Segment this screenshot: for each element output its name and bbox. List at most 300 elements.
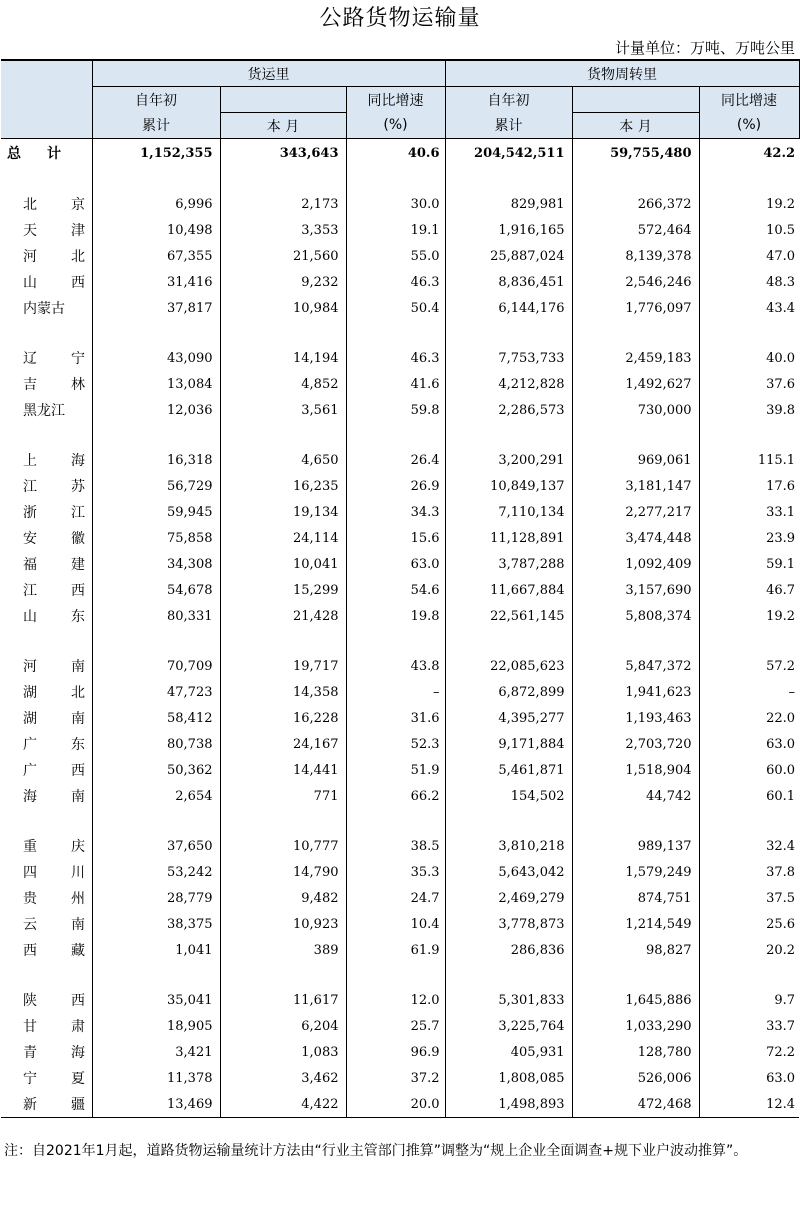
value-cell: 2,703,720	[572, 731, 699, 757]
table-row	[1, 499, 799, 525]
value-cell: 31,416	[92, 269, 220, 295]
region-name: 云南	[23, 917, 85, 933]
value-cell: 10.5	[699, 217, 799, 243]
table-row	[1, 653, 799, 679]
table-row	[1, 1039, 799, 1065]
value-cell: 18,905	[92, 1013, 220, 1039]
value-cell: 3,474,448	[572, 525, 699, 551]
value-cell: 37.5	[699, 885, 799, 911]
value-cell: 47,723	[92, 679, 220, 705]
value-cell: 989,137	[572, 833, 699, 859]
value-cell: 37.8	[699, 859, 799, 885]
value-cell: 46.3	[346, 269, 445, 295]
table-row	[1, 191, 799, 217]
value-cell: 25.6	[699, 911, 799, 937]
value-cell: 59,755,480	[572, 139, 699, 168]
value-cell: 16,228	[220, 705, 346, 731]
value-cell: 35.3	[346, 859, 445, 885]
value-cell: 405,931	[445, 1039, 572, 1065]
value-cell: 730,000	[572, 397, 699, 423]
value-cell: 59.1	[699, 551, 799, 577]
value-cell: 5,847,372	[572, 653, 699, 679]
value-cell: 1,083	[220, 1039, 346, 1065]
value-cell: 25,887,024	[445, 243, 572, 269]
value-cell: 53,242	[92, 859, 220, 885]
value-cell: 3,787,288	[445, 551, 572, 577]
value-cell: 46.3	[346, 345, 445, 371]
value-cell: 43.8	[346, 653, 445, 679]
value-cell: 11,617	[220, 987, 346, 1013]
table-row	[1, 731, 799, 757]
value-cell: 115.1	[699, 447, 799, 473]
region-name: 宁夏	[23, 1071, 85, 1087]
value-cell: 32.4	[699, 833, 799, 859]
table-row	[1, 885, 799, 911]
value-cell: 4,650	[220, 447, 346, 473]
value-cell: 46.7	[699, 577, 799, 603]
value-cell: 47.0	[699, 243, 799, 269]
region-cell	[1, 705, 92, 731]
table-body	[1, 139, 799, 1118]
table-row	[1, 295, 799, 321]
value-cell: 63.0	[699, 731, 799, 757]
table-row	[1, 551, 799, 577]
value-cell: 3,421	[92, 1039, 220, 1065]
value-cell: 1,776,097	[572, 295, 699, 321]
value-cell: 286,836	[445, 937, 572, 963]
value-cell: 2,173	[220, 191, 346, 217]
value-cell: 80,331	[92, 603, 220, 629]
value-cell: 21,560	[220, 243, 346, 269]
value-cell: 33.1	[699, 499, 799, 525]
value-cell: 15.6	[346, 525, 445, 551]
table-row	[1, 525, 799, 551]
value-cell: 204,542,511	[445, 139, 572, 168]
region-name: 内蒙古	[23, 301, 65, 317]
value-cell: 25.7	[346, 1013, 445, 1039]
value-cell: 3,353	[220, 217, 346, 243]
region-name: 福建	[23, 557, 85, 573]
region-cell	[1, 859, 92, 885]
value-cell: 20.0	[346, 1091, 445, 1118]
value-cell: 43,090	[92, 345, 220, 371]
value-cell: 59.8	[346, 397, 445, 423]
value-cell: 11,128,891	[445, 525, 572, 551]
value-cell: 51.9	[346, 757, 445, 783]
value-cell: 3,778,873	[445, 911, 572, 937]
value-cell: 98,827	[572, 937, 699, 963]
header-yoy-1: 同比增速	[346, 87, 445, 113]
value-cell: 12.4	[699, 1091, 799, 1118]
value-cell: 6,872,899	[445, 679, 572, 705]
value-cell: 22,085,623	[445, 653, 572, 679]
region-cell	[1, 371, 92, 397]
table-row	[1, 243, 799, 269]
table-row	[1, 911, 799, 937]
value-cell: 154,502	[445, 783, 572, 809]
value-cell: 2,459,183	[572, 345, 699, 371]
value-cell: 4,212,828	[445, 371, 572, 397]
value-cell: 24.7	[346, 885, 445, 911]
value-cell: 1,492,627	[572, 371, 699, 397]
value-cell: 6,996	[92, 191, 220, 217]
region-cell	[1, 731, 92, 757]
region-cell	[1, 653, 92, 679]
region-cell	[1, 1039, 92, 1065]
table-row	[1, 987, 799, 1013]
value-cell: 60.0	[699, 757, 799, 783]
region-cell	[1, 757, 92, 783]
value-cell: 61.9	[346, 937, 445, 963]
table-row	[1, 269, 799, 295]
region-name: 山东	[23, 609, 85, 625]
value-cell: 44,742	[572, 783, 699, 809]
value-cell: 41.6	[346, 371, 445, 397]
value-cell: 17.6	[699, 473, 799, 499]
value-cell: 33.7	[699, 1013, 799, 1039]
region-cell	[1, 1065, 92, 1091]
value-cell: 56,729	[92, 473, 220, 499]
table-row	[1, 473, 799, 499]
value-cell: 57.2	[699, 653, 799, 679]
value-cell: 40.6	[346, 139, 445, 168]
value-cell: 26.9	[346, 473, 445, 499]
value-cell: 14,441	[220, 757, 346, 783]
spacer-row	[1, 321, 799, 345]
region-cell	[1, 243, 92, 269]
value-cell: 5,808,374	[572, 603, 699, 629]
value-cell: 1,193,463	[572, 705, 699, 731]
region-name: 河北	[23, 249, 85, 265]
region-name: 湖北	[23, 685, 85, 701]
value-cell: 38.5	[346, 833, 445, 859]
region-cell	[1, 551, 92, 577]
value-cell: 19.1	[346, 217, 445, 243]
region-name: 广东	[23, 737, 85, 753]
value-cell: 1,941,623	[572, 679, 699, 705]
region-cell	[1, 833, 92, 859]
header-month-1: 本 月	[220, 113, 346, 139]
value-cell: 23.9	[699, 525, 799, 551]
value-cell: 13,469	[92, 1091, 220, 1118]
value-cell: 1,579,249	[572, 859, 699, 885]
value-cell: 37.2	[346, 1065, 445, 1091]
value-cell: 48.3	[699, 269, 799, 295]
value-cell: 874,751	[572, 885, 699, 911]
value-cell: 63.0	[699, 1065, 799, 1091]
value-cell: 1,518,904	[572, 757, 699, 783]
value-cell: 16,318	[92, 447, 220, 473]
value-cell: 266,372	[572, 191, 699, 217]
header-corner	[1, 60, 92, 139]
region-name: 天津	[23, 223, 85, 239]
value-cell: 10,777	[220, 833, 346, 859]
table-row	[1, 1065, 799, 1091]
value-cell: 75,858	[92, 525, 220, 551]
value-cell: 13,084	[92, 371, 220, 397]
value-cell: 24,167	[220, 731, 346, 757]
table-row	[1, 705, 799, 731]
value-cell: 20.2	[699, 937, 799, 963]
spacer-row	[1, 423, 799, 447]
value-cell: 1,645,886	[572, 987, 699, 1013]
header-yoy-2: 同比增速	[699, 87, 799, 113]
value-cell: 3,462	[220, 1065, 346, 1091]
value-cell: 4,422	[220, 1091, 346, 1118]
region-name: 四川	[23, 865, 85, 881]
region-name: 西藏	[23, 943, 85, 959]
header-cumulative-1: 累计	[92, 113, 220, 139]
value-cell: 5,301,833	[445, 987, 572, 1013]
value-cell: 14,194	[220, 345, 346, 371]
value-cell: 42.2	[699, 139, 799, 168]
value-cell: 771	[220, 783, 346, 809]
region-name: 黑龙江	[23, 403, 65, 419]
value-cell: 7,753,733	[445, 345, 572, 371]
region-name: 陕西	[23, 993, 85, 1009]
value-cell: 1,041	[92, 937, 220, 963]
value-cell: 829,981	[445, 191, 572, 217]
value-cell: –	[346, 679, 445, 705]
value-cell: 21,428	[220, 603, 346, 629]
value-cell: 70,709	[92, 653, 220, 679]
table-row	[1, 603, 799, 629]
region-cell	[1, 885, 92, 911]
value-cell: 31.6	[346, 705, 445, 731]
value-cell: 34,308	[92, 551, 220, 577]
value-cell: 16,235	[220, 473, 346, 499]
spacer-row	[1, 167, 799, 191]
spacer-row	[1, 963, 799, 987]
region-name: 吉林	[23, 377, 85, 393]
value-cell: 5,643,042	[445, 859, 572, 885]
header-pct-1: (%)	[346, 113, 445, 139]
value-cell: 26.4	[346, 447, 445, 473]
value-cell: 1,033,290	[572, 1013, 699, 1039]
value-cell: 12,036	[92, 397, 220, 423]
value-cell: 3,200,291	[445, 447, 572, 473]
value-cell: 3,181,147	[572, 473, 699, 499]
value-cell: 389	[220, 937, 346, 963]
table-row	[1, 859, 799, 885]
value-cell: 43.4	[699, 295, 799, 321]
region-name: 江西	[23, 583, 85, 599]
value-cell: 11,378	[92, 1065, 220, 1091]
table-row	[1, 783, 799, 809]
region-cell	[1, 783, 92, 809]
value-cell: 1,498,893	[445, 1091, 572, 1118]
region-name: 湖南	[23, 711, 85, 727]
value-cell: 60.1	[699, 783, 799, 809]
unit-label: 计量单位：万吨、万吨公里	[614, 39, 795, 57]
value-cell: 9.7	[699, 987, 799, 1013]
region-cell	[1, 987, 92, 1013]
region-name: 海南	[23, 789, 85, 805]
region-name: 上海	[23, 453, 85, 469]
value-cell: 9,482	[220, 885, 346, 911]
table-row	[1, 447, 799, 473]
value-cell: 11,667,884	[445, 577, 572, 603]
value-cell: 9,232	[220, 269, 346, 295]
value-cell: 34.3	[346, 499, 445, 525]
header-turnover: 货物周转里	[445, 60, 799, 87]
region-name: 青海	[23, 1045, 85, 1061]
region-name: 重庆	[23, 839, 85, 855]
spacer-row	[1, 809, 799, 833]
value-cell: 55.0	[346, 243, 445, 269]
value-cell: 19.2	[699, 603, 799, 629]
value-cell: 4,852	[220, 371, 346, 397]
value-cell: 343,643	[220, 139, 346, 168]
value-cell: 3,225,764	[445, 1013, 572, 1039]
header-cumulative-2: 累计	[445, 113, 572, 139]
value-cell: 63.0	[346, 551, 445, 577]
region-cell	[1, 499, 92, 525]
header-month-2: 本 月	[572, 113, 699, 139]
table-row	[1, 577, 799, 603]
table-header	[1, 60, 799, 139]
header-freight-volume: 货运里	[92, 60, 445, 87]
value-cell: 6,204	[220, 1013, 346, 1039]
region-cell	[1, 397, 92, 423]
value-cell: 128,780	[572, 1039, 699, 1065]
value-cell: 37.6	[699, 371, 799, 397]
value-cell: 72.2	[699, 1039, 799, 1065]
value-cell: 472,468	[572, 1091, 699, 1118]
value-cell: 37,817	[92, 295, 220, 321]
value-cell: 8,836,451	[445, 269, 572, 295]
value-cell: 19.2	[699, 191, 799, 217]
value-cell: 19.8	[346, 603, 445, 629]
value-cell: 58,412	[92, 705, 220, 731]
value-cell: 10,041	[220, 551, 346, 577]
value-cell: 10.4	[346, 911, 445, 937]
value-cell: 10,498	[92, 217, 220, 243]
value-cell: 2,286,573	[445, 397, 572, 423]
table-row	[1, 397, 799, 423]
region-cell	[1, 295, 92, 321]
table-row	[1, 345, 799, 371]
value-cell: 14,358	[220, 679, 346, 705]
value-cell: 54.6	[346, 577, 445, 603]
value-cell: 526,006	[572, 1065, 699, 1091]
region-name: 总 计	[7, 146, 61, 162]
value-cell: 35,041	[92, 987, 220, 1013]
region-name: 北京	[23, 197, 85, 213]
value-cell: 59,945	[92, 499, 220, 525]
value-cell: 24,114	[220, 525, 346, 551]
total-row	[1, 139, 799, 168]
header-pct-2: (%)	[699, 113, 799, 139]
value-cell: 54,678	[92, 577, 220, 603]
value-cell: 37,650	[92, 833, 220, 859]
header-ytd-2: 自年初	[445, 87, 572, 113]
value-cell: 5,461,871	[445, 757, 572, 783]
region-cell	[1, 191, 92, 217]
value-cell: 66.2	[346, 783, 445, 809]
table-row	[1, 833, 799, 859]
value-cell: 67,355	[92, 243, 220, 269]
value-cell: 80,738	[92, 731, 220, 757]
region-cell	[1, 345, 92, 371]
region-name: 江苏	[23, 479, 85, 495]
region-name: 新疆	[23, 1097, 85, 1113]
region-name: 贵州	[23, 891, 85, 907]
value-cell: 1,808,085	[445, 1065, 572, 1091]
region-cell	[1, 269, 92, 295]
value-cell: 50,362	[92, 757, 220, 783]
value-cell: 15,299	[220, 577, 346, 603]
region-cell	[1, 1091, 92, 1118]
region-cell	[1, 937, 92, 963]
value-cell: 14,790	[220, 859, 346, 885]
value-cell: 1,916,165	[445, 217, 572, 243]
value-cell: 3,810,218	[445, 833, 572, 859]
value-cell: 30.0	[346, 191, 445, 217]
table-row	[1, 371, 799, 397]
value-cell: 96.9	[346, 1039, 445, 1065]
value-cell: 2,277,217	[572, 499, 699, 525]
region-cell	[1, 525, 92, 551]
value-cell: 6,144,176	[445, 295, 572, 321]
value-cell: 2,469,279	[445, 885, 572, 911]
value-cell: 22,561,145	[445, 603, 572, 629]
value-cell: 40.0	[699, 345, 799, 371]
region-cell	[1, 1013, 92, 1039]
table-row	[1, 679, 799, 705]
value-cell: –	[699, 679, 799, 705]
region-name: 安徽	[23, 531, 85, 547]
value-cell: 4,395,277	[445, 705, 572, 731]
region-name: 河南	[23, 659, 85, 675]
table-row	[1, 757, 799, 783]
page-title: 公路货物运输量	[319, 6, 481, 31]
value-cell: 9,171,884	[445, 731, 572, 757]
region-name: 辽宁	[23, 351, 85, 367]
value-cell: 28,779	[92, 885, 220, 911]
value-cell: 10,984	[220, 295, 346, 321]
value-cell: 1,152,355	[92, 139, 220, 168]
table-row	[1, 217, 799, 243]
region-name: 甘肃	[23, 1019, 85, 1035]
table-row	[1, 1013, 799, 1039]
value-cell: 1,214,549	[572, 911, 699, 937]
value-cell: 52.3	[346, 731, 445, 757]
region-name: 浙江	[23, 505, 85, 521]
region-cell	[1, 577, 92, 603]
region-cell	[1, 473, 92, 499]
value-cell: 39.8	[699, 397, 799, 423]
value-cell: 22.0	[699, 705, 799, 731]
region-cell	[1, 217, 92, 243]
value-cell: 8,139,378	[572, 243, 699, 269]
freight-table	[1, 59, 800, 1118]
value-cell: 3,561	[220, 397, 346, 423]
region-cell	[1, 911, 92, 937]
value-cell: 19,717	[220, 653, 346, 679]
region-cell	[1, 679, 92, 705]
value-cell: 2,546,246	[572, 269, 699, 295]
region-name: 广西	[23, 763, 85, 779]
table-row	[1, 1091, 799, 1118]
value-cell: 1,092,409	[572, 551, 699, 577]
value-cell: 19,134	[220, 499, 346, 525]
value-cell: 12.0	[346, 987, 445, 1013]
value-cell: 38,375	[92, 911, 220, 937]
value-cell: 10,923	[220, 911, 346, 937]
value-cell: 50.4	[346, 295, 445, 321]
table-row	[1, 937, 799, 963]
